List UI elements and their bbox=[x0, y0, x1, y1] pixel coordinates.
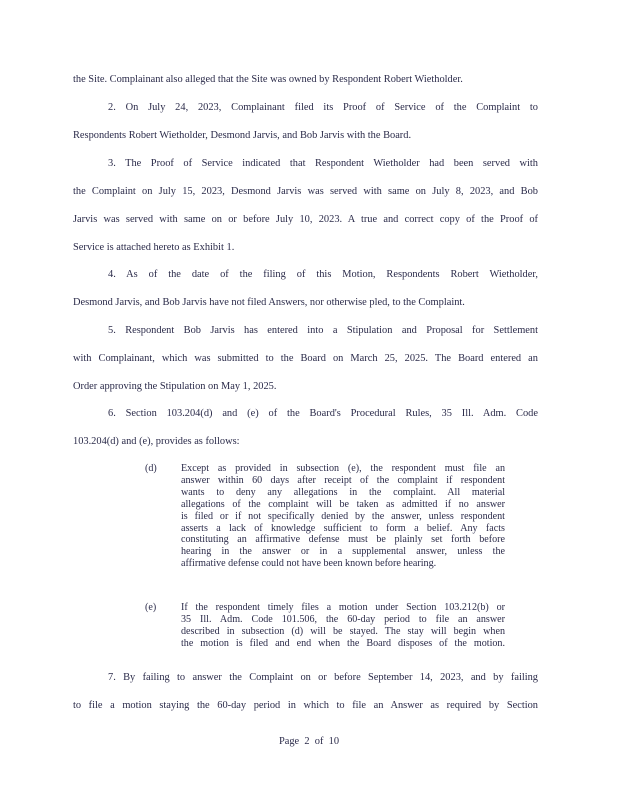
quote-line: allegations of the complaint will be taken as admitted if no answer bbox=[181, 498, 505, 510]
quote-line: answer within 60 days after receipt of the complaint if respondent bbox=[181, 474, 505, 486]
quote-line: described in subsection (d) will be stayed. The stay will begin when bbox=[181, 625, 505, 637]
body-line: Service is attached hereto as Exhibit 1. bbox=[73, 242, 235, 253]
quote-line: affirmative defense could not have been known before hearing. bbox=[181, 558, 437, 570]
quote-label: (e) bbox=[145, 602, 157, 613]
quote-line: constituting an affirmative defense must be plainly set forth before bbox=[181, 534, 505, 546]
quote-line: asserts a lack of knowledge sufficient to form a belief. Any facts bbox=[181, 522, 505, 534]
body-line: 6. Section 103.204(d) and (e) of the Board's Procedural Rules, 35 Ill. Adm. Code bbox=[108, 408, 538, 419]
quote-line: the motion is filed and end when the Board disposes of the motion. bbox=[181, 637, 505, 649]
body-line: 103.204(d) and (e), provides as follows: bbox=[73, 436, 240, 447]
body-line: 3. The Proof of Service indicated that Respondent Wietholder had been served with bbox=[108, 158, 538, 169]
body-line: to file a motion staying the 60-day period in which to file an Answer as required by Section bbox=[73, 700, 538, 711]
quote-line: wants to deny any allegations in the complaint. All material bbox=[181, 486, 505, 498]
quote-line: If the respondent timely files a motion under Section 103.212(b) or bbox=[181, 602, 505, 613]
block-quote-d bbox=[145, 463, 507, 583]
page-number: 2 bbox=[304, 736, 310, 747]
quote-line: 35 Ill. Adm. Code 101.506, the 60-day period to file an answer bbox=[181, 613, 505, 625]
block-quote-e bbox=[145, 602, 507, 662]
quote-line: hearing in the answer or in a supplemental answer, unless the bbox=[181, 546, 505, 558]
body-line: with Complainant, which was submitted to the Board on March 25, 2025. The Board entered an bbox=[73, 353, 538, 364]
of-label: of bbox=[314, 736, 324, 747]
body-line: Respondents Robert Wietholder, Desmond Jarvis, and Bob Jarvis with the Board. bbox=[73, 130, 412, 141]
page-footer bbox=[0, 735, 618, 749]
body-line: 2. On July 24, 2023, Complainant filed its Proof of Service of the Complaint to bbox=[108, 102, 538, 113]
quote-line: Except as provided in subsection (e), the respondent must file an bbox=[181, 463, 505, 474]
body-line: Jarvis was served with same on or before July 10, 2023. A true and correct copy of the Proof of bbox=[73, 214, 538, 225]
page-total: 10 bbox=[328, 736, 340, 747]
page-label: Page bbox=[278, 736, 300, 747]
quote-label: (d) bbox=[145, 463, 157, 474]
body-line: the Site. Complainant also alleged that the Site was owned by Respondent Robert Wietholder. bbox=[73, 74, 463, 85]
body-line: Desmond Jarvis, and Bob Jarvis have not filed Answers, nor otherwise pled, to the Complaint. bbox=[73, 297, 465, 308]
body-line: Order approving the Stipulation on May 1, 2025. bbox=[73, 381, 277, 392]
body-line: the Complaint on July 15, 2023, Desmond Jarvis was served with same on July 8, 2023, and Bob bbox=[73, 186, 538, 197]
body-line: 5. Respondent Bob Jarvis has entered into a Stipulation and Proposal for Settlement bbox=[108, 325, 538, 336]
body-line: 7. By failing to answer the Complaint on or before September 14, 2023, and by failing bbox=[108, 672, 538, 683]
quote-line: is filed or if not specifically denied by the answer, unless respondent bbox=[181, 510, 505, 522]
body-line: 4. As of the date of the filing of this Motion, Respondents Robert Wietholder, bbox=[108, 269, 538, 280]
